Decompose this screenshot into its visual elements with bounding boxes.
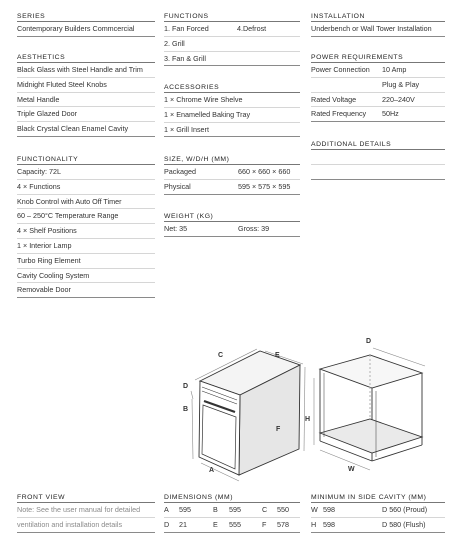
- dimension-cell: C: [262, 505, 268, 514]
- installation-section: [311, 11, 445, 37]
- functionality-list: [17, 165, 155, 298]
- aesthetics-item-row: [17, 107, 155, 122]
- accessory-item-row: [164, 93, 300, 108]
- functionality-item-row: [17, 180, 155, 195]
- cavity-cell: 598: [323, 519, 335, 529]
- functions-section: [164, 11, 300, 66]
- oven-drawing: [199, 351, 300, 475]
- weight-cell: Gross: 39: [238, 224, 270, 233]
- function-cell: 4.Defrost: [237, 24, 267, 33]
- aesthetics-item-row: [17, 63, 155, 78]
- oven-dimension-label: B: [183, 406, 189, 413]
- size-list: [164, 165, 300, 195]
- dimension-cell: A: [164, 505, 169, 514]
- size-row: [164, 165, 300, 180]
- cavity-row: [311, 518, 445, 533]
- weight-heading: WEIGHT (KG): [164, 211, 300, 222]
- dimension-row: [164, 518, 300, 533]
- cavity-heading: MINIMUM IN SIDE CAVITY (MM): [311, 492, 445, 503]
- oven-dimension-label: E: [275, 352, 280, 359]
- power-cell: 10 Amp: [382, 65, 407, 74]
- accessory-item-text: 1 × Chrome Wire Shelve: [164, 95, 243, 104]
- installation-diagram: [175, 333, 445, 483]
- accessories-list: [164, 93, 300, 137]
- accessories-section: [164, 82, 300, 137]
- functionality-item-text: 1 × Interior Lamp: [17, 240, 72, 250]
- dimension-cell: E: [213, 519, 218, 529]
- front-view-heading: FRONT VIEW: [17, 492, 155, 503]
- cavity-row: [311, 503, 445, 518]
- functions-list: [164, 22, 300, 66]
- additional-details-heading: ADDITIONAL DETAILS: [311, 139, 445, 150]
- size-cell: 660 × 660 × 660: [238, 167, 291, 176]
- dimension-cell: F: [262, 519, 267, 529]
- series-value: Contemporary Builders Commcercial: [17, 22, 155, 37]
- power-cell: Rated Voltage: [311, 94, 357, 104]
- cavity-dimension-label: W: [348, 466, 355, 473]
- front-view-note-row: [17, 518, 155, 533]
- series-heading: SERIES: [17, 11, 155, 22]
- size-cell: Physical: [164, 181, 191, 191]
- dimension-cell: 555: [229, 519, 241, 529]
- dimensions-heading: DIMENSIONS (MM): [164, 492, 300, 503]
- dimension-cell: 578: [277, 519, 289, 529]
- accessory-item-text: 1 × Grill Insert: [164, 124, 209, 134]
- cavity-cell: D 580 (Flush): [382, 519, 426, 529]
- diagram-svg: [175, 333, 445, 483]
- functionality-item-text: 4 × Functions: [17, 181, 61, 191]
- aesthetics-item-text: Black Crystal Clean Enamel Cavity: [17, 124, 129, 134]
- aesthetics-heading: AESTHETICS: [17, 52, 155, 63]
- installation-value: Underbench or Wall Tower Installation: [311, 22, 445, 37]
- accessory-item-row: [164, 108, 300, 123]
- power-cell: Rated Frequency: [311, 109, 367, 119]
- dimension-cell: 550: [277, 505, 289, 514]
- front-view-note-text: Note: See the user manual for detailed: [17, 505, 141, 514]
- oven-dimension-label: F: [276, 426, 281, 433]
- oven-dimension-label: C: [218, 352, 224, 359]
- dimension-cell: 595: [229, 505, 241, 514]
- cavity-table: [311, 503, 445, 533]
- power-cell: 50Hz: [382, 109, 399, 119]
- power-row: [311, 78, 445, 93]
- power-heading: POWER REQUIREMENTS: [311, 52, 445, 63]
- functionality-item-row: [17, 209, 155, 224]
- cavity-drawing: [320, 355, 422, 461]
- functionality-item-row: [17, 165, 155, 180]
- weight-cell: Net: 35: [164, 224, 188, 233]
- additional-details-blank-row: [311, 165, 445, 180]
- oven-dimension-label: D: [183, 383, 189, 390]
- functionality-item-row: [17, 239, 155, 254]
- front-view-notes: [17, 503, 155, 533]
- dimension-cell: 595: [179, 505, 191, 514]
- functionality-item-row: [17, 283, 155, 298]
- function-cell: 2. Grill: [164, 38, 185, 48]
- function-row: [164, 52, 300, 67]
- functionality-item-row: [17, 224, 155, 239]
- dimensions-table: [164, 503, 300, 533]
- size-heading: SIZE, W/D/H (MM): [164, 154, 300, 165]
- functionality-item-row: [17, 195, 155, 210]
- function-row: [164, 37, 300, 52]
- cavity-dimension-label: H: [305, 416, 311, 423]
- oven-dimension-label: A: [209, 467, 215, 474]
- additional-details-section: [311, 139, 445, 180]
- functionality-section: [17, 154, 155, 298]
- accessory-item-row: [164, 123, 300, 138]
- weight-row: [164, 222, 300, 237]
- weight-list: [164, 222, 300, 237]
- dimension-cell: D: [164, 519, 170, 529]
- power-cell: Power Connection: [311, 65, 370, 74]
- power-row: [311, 107, 445, 122]
- aesthetics-section: [17, 52, 155, 137]
- aesthetics-item-row: [17, 78, 155, 93]
- weight-section: [164, 211, 300, 237]
- cavity-cell: W: [311, 505, 318, 514]
- functionality-item-text: Cavity Cooling System: [17, 270, 90, 280]
- size-cell: Packaged: [164, 167, 196, 176]
- cavity-cell: H: [311, 519, 317, 529]
- aesthetics-item-row: [17, 122, 155, 137]
- functionality-item-text: 60 – 250°C Temperature Range: [17, 211, 119, 221]
- size-section: [164, 154, 300, 195]
- additional-details-blank-row: [311, 150, 445, 165]
- aesthetics-item-row: [17, 93, 155, 108]
- functionality-item-text: Capacity: 72L: [17, 167, 61, 176]
- functionality-item-row: [17, 254, 155, 269]
- power-section: [311, 52, 445, 122]
- installation-heading: INSTALLATION: [311, 11, 445, 22]
- dimensions-section: [164, 492, 300, 533]
- aesthetics-list: [17, 63, 155, 137]
- cavity-section: [311, 492, 445, 533]
- cavity-cell: 598: [323, 505, 335, 514]
- functionality-item-row: [17, 269, 155, 284]
- dimension-cell: 21: [179, 519, 187, 529]
- front-view-section: [17, 492, 155, 533]
- functionality-item-text: Removable Door: [17, 285, 71, 295]
- functionality-item-text: 4 × Shelf Positions: [17, 226, 77, 236]
- power-cell: Plug & Play: [382, 79, 420, 89]
- accessories-heading: ACCESSORIES: [164, 82, 300, 93]
- aesthetics-item-text: Midnight Fluted Steel Knobs: [17, 79, 107, 89]
- power-row: [311, 93, 445, 108]
- series-section: [17, 11, 155, 37]
- size-cell: 595 × 575 × 595: [238, 181, 291, 191]
- dimension-cell: B: [213, 505, 218, 514]
- aesthetics-item-text: Black Glass with Steel Handle and Trim: [17, 65, 143, 74]
- front-view-note-row: [17, 503, 155, 518]
- accessory-item-text: 1 × Enamelled Baking Tray: [164, 109, 251, 119]
- power-list: [311, 63, 445, 122]
- power-row: [311, 63, 445, 78]
- cavity-dimension-label: D: [366, 338, 372, 345]
- cavity-cell: D 560 (Proud): [382, 505, 428, 514]
- functions-heading: FUNCTIONS: [164, 11, 300, 22]
- dimension-row: [164, 503, 300, 518]
- function-row: [164, 22, 300, 37]
- power-cell: 220–240V: [382, 94, 415, 104]
- aesthetics-item-text: Metal Handle: [17, 94, 60, 104]
- size-row: [164, 180, 300, 195]
- function-cell: 1. Fan Forced: [164, 24, 209, 33]
- functionality-item-text: Turbo Ring Element: [17, 255, 81, 265]
- function-cell: 3. Fan & Grill: [164, 53, 206, 63]
- functionality-item-text: Knob Control with Auto Off Timer: [17, 196, 122, 206]
- functionality-heading: FUNCTIONALITY: [17, 154, 155, 165]
- front-view-note-text: ventilation and installation details: [17, 519, 123, 529]
- aesthetics-item-text: Triple Glazed Door: [17, 109, 78, 119]
